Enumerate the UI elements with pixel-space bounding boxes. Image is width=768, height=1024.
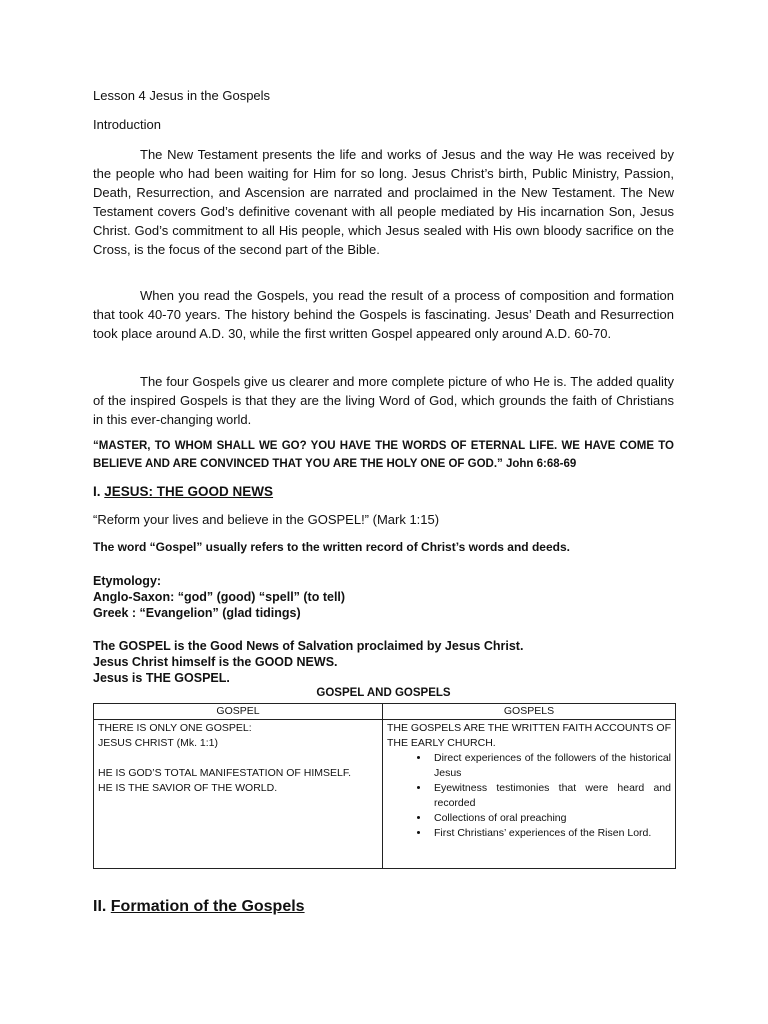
gospels-bullet-list	[387, 751, 671, 841]
section-1-heading	[93, 484, 273, 499]
section-1-number: I.	[93, 484, 105, 499]
gospel-statement-1: The GOSPEL is the Good News of Salvation proclaimed by Jesus Christ.	[93, 639, 524, 653]
etymology-greek: Greek : “Evangelion” (glad tidings)	[93, 606, 301, 620]
intro-paragraph-3: The four Gospels give us clearer and more complete picture of who He is. The added quality of the inspired Gospels is that they are the living Word of God, which grounds the faith of Christians in this ever-changing world.	[93, 374, 674, 427]
section-2-number: II.	[93, 898, 111, 915]
gospels-intro: THE GOSPELS ARE THE WRITTEN FAITH ACCOUNTS OF THE EARLY CHURCH.	[387, 722, 671, 749]
section-1-title: JESUS: THE GOOD NEWS	[104, 484, 274, 499]
table-row	[94, 720, 676, 869]
etymology-label: Etymology:	[93, 574, 162, 588]
table-header-row	[94, 704, 676, 720]
intro-heading: Introduction	[93, 117, 161, 132]
gospels-cell	[383, 720, 676, 869]
table-title: GOSPEL AND GOSPELS	[316, 687, 451, 699]
gospel-statement-3: Jesus is THE GOSPEL.	[93, 671, 230, 685]
section-2-heading	[93, 898, 305, 916]
gospel-line-2: JESUS CHRIST (Mk. 1:1)	[98, 737, 218, 749]
list-item: • Direct experiences of the followers of the historical Jesus	[430, 751, 671, 781]
gospel-line-4: HE IS THE SAVIOR OF THE WORLD.	[98, 782, 278, 794]
table-header-gospels: GOSPELS	[383, 704, 676, 720]
gospel-definition: The word “Gospel” usually refers to the written record of Christ’s words and deeds.	[93, 540, 570, 554]
gospel-cell	[94, 720, 383, 869]
intro-paragraph-1: The New Testament presents the life and works of Jesus and the way He was received by the people who had been waiting for Him for so long. Jesus Christ’s birth, Public Ministry, Passion, Death, Resurrection, and Ascension are narrated and proclaimed in the New Testament. The New Testament covers God’s definitive covenant with all people mediated by His incarnation Son, Jesus Christ. God’s commitment to all His people, which Jesus sealed with His own bloody sacrifice on the Cross, is the focus of the second part of the Bible.	[93, 147, 674, 257]
list-item: • Eyewitness testimonies that were heard and recorded	[430, 781, 671, 811]
intro-paragraph-2: When you read the Gospels, you read the result of a process of composition and formation that took 40-70 years. The history behind the Gospels is fascinating. Jesus’ Death and Resurrection took place around A.D. 30, while the first written Gospel appeared only around A.D. 60-70.	[93, 288, 674, 341]
mark-quote: “Reform your lives and believe in the GOSPEL!” (Mark 1:15)	[93, 512, 440, 527]
etymology-anglo-saxon: Anglo-Saxon: “god” (good) “spell” (to tell)	[93, 590, 346, 604]
gospel-statement-2: Jesus Christ himself is the GOOD NEWS.	[93, 655, 338, 669]
lesson-title: Lesson 4 Jesus in the Gospels	[93, 88, 271, 103]
gospel-line-1: THERE IS ONLY ONE GOSPEL:	[98, 722, 252, 734]
gospel-line-3: HE IS GOD’S TOTAL MANIFESTATION OF HIMSELF.	[98, 767, 352, 779]
list-item: • First Christians’ experiences of the Risen Lord.	[430, 826, 671, 841]
table-header-gospel: GOSPEL	[94, 704, 383, 720]
gospel-comparison-table	[93, 703, 676, 869]
list-item: • Collections of oral preaching	[430, 811, 671, 826]
john-quote: “MASTER, TO WHOM SHALL WE GO? YOU HAVE THE WORDS OF ETERNAL LIFE. WE HAVE COME TO BELIEVE AND ARE CONVINCED THAT YOU ARE THE HOLY ONE OF GOD.” John 6:68-69	[93, 440, 674, 470]
section-2-title: Formation of the Gospels	[110, 898, 305, 915]
